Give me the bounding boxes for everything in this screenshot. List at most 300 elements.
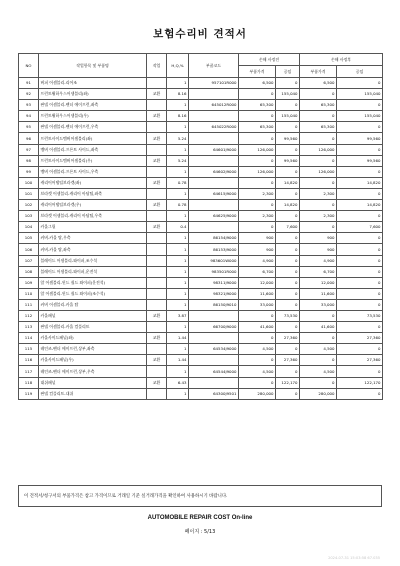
cell-item-name: 멤버 어셈블리-프론트 사이드,우측 [39,166,147,177]
cell-work [147,344,167,355]
cell-item-name: 브라켓 어셈블리-캐리어 아답틸,우측 [39,211,147,222]
cell-part-price-before: 6,700 [239,266,276,277]
cell-part-code: 957101R000 [189,78,239,89]
cell-no: 100 [19,177,39,188]
cell-part-code: 98321J9000 [189,288,239,299]
cell-work: 교환 [147,200,167,211]
cell-work [147,78,167,89]
table-row [19,299,383,310]
cell-labor-after: 155,040 [337,111,383,122]
cell-item-name: 암 어셈블리-윈드 쉴드 와이퍼(운전석) [39,277,147,288]
cell-part-price-after: 900 [300,244,337,255]
cell-hq: 1 [167,78,189,89]
cell-labor-after: 0 [337,299,383,310]
cell-work: 교환 [147,155,167,166]
cell-no: 119 [19,388,39,399]
table-row [19,322,383,333]
cell-work: 교환 [147,133,167,144]
header-row-1 [19,54,383,66]
cell-labor-after: 0 [337,233,383,244]
cell-part-code [189,133,239,144]
cell-hq: 1 [167,277,189,288]
table-row [19,288,383,299]
cell-hq: 1 [167,100,189,111]
cell-no: 99 [19,166,39,177]
header-item-name: 작업항목 및 부품명 [39,54,147,78]
cell-hq: 1 [167,255,189,266]
cell-no: 107 [19,255,39,266]
cell-part-price-after: 0 [300,200,337,211]
cell-no: 95 [19,122,39,133]
cell-hq: 5.24 [167,133,189,144]
cell-item-name: 멤버 어셈블리-프론트 사이드,좌측 [39,144,147,155]
cell-hq: 1 [167,366,189,377]
cell-part-price-after: 41,600 [300,322,337,333]
cell-work [147,277,167,288]
cell-no: 112 [19,310,39,321]
cell-part-price-before: 2,300 [239,211,276,222]
cell-work: 교환 [147,310,167,321]
cell-part-price-before: 2,300 [239,188,276,199]
cell-labor-after: 7,600 [337,222,383,233]
cell-part-price-before: 0 [239,310,276,321]
table-row [19,188,383,199]
cell-part-price-after: 0 [300,377,337,388]
cell-labor-after: 14,820 [337,200,383,211]
cell-labor-after: 27,360 [337,333,383,344]
cell-labor-after: 0 [337,344,383,355]
table-row [19,200,383,211]
cell-part-code: 64615J9000 [189,188,239,199]
cell-labor-before: 99,560 [276,133,300,144]
cell-item-name: 카울패널 [39,310,147,321]
cell-item-name: 커버 어셈블리-카울 탑 [39,299,147,310]
cell-part-price-before: 0 [239,377,276,388]
cell-labor-after: 0 [337,388,383,399]
table-body [19,78,383,400]
table-row [19,100,383,111]
page-number: 페이지 : 5/13 [184,529,216,535]
cell-part-code [189,355,239,366]
cell-item-name: 프런트휠하우스어셈블리(좌) [39,89,147,100]
cell-item-name: 커버-카울 탑,우측 [39,233,147,244]
cell-labor-before: 0 [276,388,300,399]
cell-no: 98 [19,155,39,166]
price-notice: 이 견적서/청구서의 부품가격은 참고 가격이므로 거래일 기준 실거래가격을 확인하여 사용하시기 바랍니다. [18,485,382,507]
cell-labor-before: 0 [276,122,300,133]
cell-hq: 1 [167,122,189,133]
estimate-table [18,53,383,400]
cell-part-price-after: 2,300 [300,188,337,199]
cell-part-price-before: 126,000 [239,144,276,155]
table-row [19,366,383,377]
cell-hq: 1 [167,233,189,244]
cell-labor-after: 73,530 [337,310,383,321]
header-no: NO [19,54,39,78]
table-row [19,111,383,122]
cell-part-code: 86150J9010 [189,299,239,310]
cell-hq: 6.43 [167,377,189,388]
cell-hq: 1 [167,344,189,355]
table-row [19,177,383,188]
print-timestamp: 2024-07-31 15:03:58 67.035 [328,556,380,560]
cell-work: 교환 [147,111,167,122]
cell-part-price-after: 0 [300,310,337,321]
cell-labor-before: 0 [276,188,300,199]
cell-labor-before: 0 [276,255,300,266]
cell-work [147,144,167,155]
cell-work [147,388,167,399]
cell-labor-before: 99,560 [276,155,300,166]
cell-part-price-before: 0 [239,133,276,144]
cell-no: 115 [19,344,39,355]
cell-hq: 1 [167,322,189,333]
cell-labor-after: 0 [337,322,383,333]
cell-no: 114 [19,333,39,344]
cell-work: 교환 [147,355,167,366]
table-row [19,277,383,288]
cell-hq: 1 [167,299,189,310]
cell-labor-before: 0 [276,277,300,288]
cell-labor-before: 0 [276,211,300,222]
cell-labor-after: 0 [337,288,383,299]
table-row [19,144,383,155]
cell-part-code [189,222,239,233]
cell-labor-before: 0 [276,166,300,177]
cell-hq: 3.87 [167,310,189,321]
cell-item-name: 카울사이드패널(좌) [39,333,147,344]
cell-hq: 1 [167,388,189,399]
cell-work [147,266,167,277]
cell-work [147,100,167,111]
cell-item-name: 프런트휠하우스어셈블리(우) [39,111,147,122]
header-before-adjustment: 손해 사정전 [239,54,300,66]
cell-part-price-after: 6,700 [300,266,337,277]
cell-work [147,166,167,177]
cell-hq: 1 [167,166,189,177]
cell-no: 102 [19,200,39,211]
cell-part-price-after: 2,300 [300,211,337,222]
cell-part-code: 98311J9000 [189,277,239,288]
cell-item-name: 커버-카울 탑,좌측 [39,244,147,255]
cell-work: 교환 [147,177,167,188]
table-row [19,122,383,133]
cell-part-price-after: 126,000 [300,144,337,155]
cell-labor-after: 0 [337,266,383,277]
footer-brand: AUTOMOBILE REPAIR COST On-line [147,515,253,521]
cell-labor-after: 0 [337,166,383,177]
cell-no: 103 [19,211,39,222]
cell-labor-before: 0 [276,344,300,355]
cell-labor-after: 0 [337,122,383,133]
cell-item-name: 암 어셈블리-윈드 쉴드 와이퍼(조수석) [39,288,147,299]
table-row [19,255,383,266]
cell-work [147,299,167,310]
cell-no: 96 [19,133,39,144]
cell-labor-after: 122,170 [337,377,383,388]
cell-work [147,188,167,199]
cell-part-code: 64300J9501 [189,388,239,399]
table-row [19,388,383,399]
cell-part-code: 66700J9000 [189,322,239,333]
cell-labor-after: 0 [337,211,383,222]
cell-labor-after: 27,360 [337,355,383,366]
cell-item-name: 판넬 컴플리트-대쉬 [39,388,147,399]
cell-part-price-before: 6,500 [239,78,276,89]
cell-no: 101 [19,188,39,199]
cell-part-code [189,377,239,388]
cell-labor-after: 99,560 [337,155,383,166]
cell-no: 93 [19,100,39,111]
header-part-price-after: 부품가격 [300,66,337,78]
cell-work [147,233,167,244]
cell-labor-after: 0 [337,277,383,288]
cell-labor-before: 0 [276,322,300,333]
cell-part-code: 64534J9000 [189,344,239,355]
cell-part-code: 64625J9000 [189,211,239,222]
cell-labor-before: 73,530 [276,310,300,321]
cell-part-price-before: 11,600 [239,288,276,299]
cell-labor-after: 0 [337,144,383,155]
cell-part-price-before: 65,300 [239,100,276,111]
cell-labor-before: 14,820 [276,200,300,211]
header-hq: H,Q,% [167,54,189,78]
cell-hq: 1.44 [167,355,189,366]
cell-part-price-before: 900 [239,233,276,244]
cell-labor-before: 0 [276,78,300,89]
cell-part-price-after: 0 [300,111,337,122]
cell-work [147,211,167,222]
table-row [19,133,383,144]
cell-part-code: 983501R000 [189,266,239,277]
cell-labor-before: 0 [276,288,300,299]
cell-part-code: 645012R000 [189,100,239,111]
header-work: 작업 [147,54,167,78]
header-part-price-before: 부품가격 [239,66,276,78]
cell-hq: 1 [167,266,189,277]
cell-no: 91 [19,78,39,89]
cell-item-name: 브라켓 어셈블리-캐리어 아답틸,좌측 [39,188,147,199]
cell-no: 97 [19,144,39,155]
cell-work: 교환 [147,333,167,344]
table-row [19,344,383,355]
cell-part-price-before: 12,000 [239,277,276,288]
cell-part-code [189,177,239,188]
cell-no: 108 [19,266,39,277]
cell-part-code [189,310,239,321]
cell-part-code: 64601J9000 [189,144,239,155]
cell-labor-before: 0 [276,266,300,277]
cell-part-price-before: 0 [239,200,276,211]
cell-part-code [189,111,239,122]
table-row [19,166,383,177]
cell-item-name: 캐리어어댑털브라켓(좌) [39,177,147,188]
cell-no: 116 [19,355,39,366]
cell-item-name: 레인즈-펜더 에이프런,상부,좌측 [39,344,147,355]
cell-no: 104 [19,222,39,233]
cell-labor-before: 0 [276,100,300,111]
cell-work [147,366,167,377]
cell-item-name: 블레이드 어셈블리-와이퍼,조수석 [39,255,147,266]
cell-no: 118 [19,377,39,388]
cell-part-code: 64544J9000 [189,366,239,377]
cell-work [147,244,167,255]
cell-no: 113 [19,322,39,333]
cell-hq: 1 [167,211,189,222]
cell-part-price-after: 0 [300,155,337,166]
cell-work: 교환 [147,377,167,388]
cell-part-code: 645022R000 [189,122,239,133]
table-row [19,333,383,344]
table-row [19,377,383,388]
table-row [19,222,383,233]
cell-labor-before: 122,170 [276,377,300,388]
cell-hq: 1 [167,244,189,255]
cell-hq: 5.24 [167,155,189,166]
cell-part-price-before: 0 [239,222,276,233]
cell-no: 111 [19,299,39,310]
cell-labor-after: 99,560 [337,133,383,144]
cell-part-price-before: 4,500 [239,344,276,355]
cell-part-price-after: 33,000 [300,299,337,310]
cell-labor-before: 0 [276,299,300,310]
cell-labor-before: 0 [276,244,300,255]
cell-work [147,122,167,133]
cell-part-code [189,89,239,100]
cell-labor-after: 0 [337,255,383,266]
table-row [19,211,383,222]
header-labor-before: 공임 [276,66,300,78]
cell-hq: 8.16 [167,111,189,122]
cell-labor-after: 0 [337,244,383,255]
cell-part-price-after: 65,300 [300,122,337,133]
cell-part-price-after: 12,000 [300,277,337,288]
header-after-adjustment: 손해 사정후 [300,54,383,66]
cell-hq: 1 [167,188,189,199]
cell-part-code: 64602J9000 [189,166,239,177]
cell-item-name: 레인즈-펜더 에이프런,상부,우측 [39,366,147,377]
cell-part-price-after: 0 [300,333,337,344]
cell-part-price-after: 0 [300,133,337,144]
cell-labor-before: 7,600 [276,222,300,233]
cell-labor-after: 14,820 [337,177,383,188]
cell-work [147,255,167,266]
cell-labor-after: 0 [337,100,383,111]
cell-item-name: 버퍼 어셈블리-리어조 [39,78,147,89]
table-row [19,89,383,100]
cell-labor-after: 0 [337,366,383,377]
cell-part-price-after: 0 [300,355,337,366]
cell-work [147,288,167,299]
cell-part-price-after: 4,500 [300,344,337,355]
cell-item-name: 판넬 어셈블리-카울 컴플리트 [39,322,147,333]
cell-no: 110 [19,288,39,299]
cell-part-price-after: 0 [300,89,337,100]
header-part-code: 부품코드 [189,54,239,78]
cell-hq: 1 [167,144,189,155]
cell-work [147,322,167,333]
cell-part-price-before: 0 [239,333,276,344]
cell-part-code [189,155,239,166]
table-row [19,155,383,166]
cell-item-name: 카울그릴 [39,222,147,233]
cell-part-price-before: 0 [239,155,276,166]
cell-part-price-after: 65,300 [300,100,337,111]
cell-part-code [189,200,239,211]
cell-hq: 8.16 [167,89,189,100]
cell-work: 교환 [147,222,167,233]
cell-item-name: 블레이드 어셈블리-와이퍼,운전석 [39,266,147,277]
cell-part-price-after: 6,500 [300,78,337,89]
cell-hq: 0.4 [167,222,189,233]
cell-labor-before: 27,360 [276,355,300,366]
cell-work: 교환 [147,89,167,100]
table-row [19,266,383,277]
cell-no: 117 [19,366,39,377]
cell-labor-before: 0 [276,144,300,155]
cell-item-name: 프런트사이드멤버어셈블리(좌) [39,133,147,144]
cell-part-price-before: 126,000 [239,166,276,177]
cell-part-price-before: 0 [239,89,276,100]
cell-hq: 0.78 [167,200,189,211]
cell-part-code: 86153J9000 [189,244,239,255]
cell-part-price-before: 41,600 [239,322,276,333]
cell-part-price-before: 65,300 [239,122,276,133]
table-row [19,233,383,244]
cell-part-price-before: 4,900 [239,255,276,266]
cell-item-name: 판넬 어셈블리-펜더 에이프런,우측 [39,122,147,133]
cell-labor-before: 155,040 [276,89,300,100]
cell-no: 109 [19,277,39,288]
cell-part-code: 86154J9000 [189,233,239,244]
cell-part-price-before: 0 [239,111,276,122]
cell-labor-after: 0 [337,188,383,199]
cell-part-price-after: 4,900 [300,255,337,266]
cell-part-price-after: 0 [300,177,337,188]
cell-part-price-after: 126,000 [300,166,337,177]
cell-part-price-after: 11,600 [300,288,337,299]
cell-part-price-after: 4,500 [300,366,337,377]
cell-part-code [189,333,239,344]
cell-item-name: 판넬 어셈블리-펜더 에이프런,좌측 [39,100,147,111]
table-row [19,78,383,89]
table-row [19,355,383,366]
table-row [19,244,383,255]
cell-part-price-before: 900 [239,244,276,255]
cell-item-name: 카울사이드패널(우) [39,355,147,366]
cell-part-price-before: 4,500 [239,366,276,377]
cell-part-price-before: 280,000 [239,388,276,399]
cell-labor-before: 0 [276,366,300,377]
cell-labor-after: 155,040 [337,89,383,100]
cell-labor-before: 27,360 [276,333,300,344]
cell-part-price-before: 0 [239,355,276,366]
cell-labor-before: 155,040 [276,111,300,122]
cell-no: 92 [19,89,39,100]
cell-item-name: 프런트사이드멤버어셈블리(우) [39,155,147,166]
cell-part-price-after: 0 [300,222,337,233]
cell-no: 105 [19,233,39,244]
header-labor-after: 공임 [337,66,383,78]
cell-labor-before: 14,820 [276,177,300,188]
cell-no: 94 [19,111,39,122]
cell-hq: 1.44 [167,333,189,344]
cell-part-price-after: 900 [300,233,337,244]
cell-part-code: 983601W000 [189,255,239,266]
cell-hq: 1 [167,288,189,299]
table-row [19,310,383,321]
cell-labor-before: 0 [276,233,300,244]
